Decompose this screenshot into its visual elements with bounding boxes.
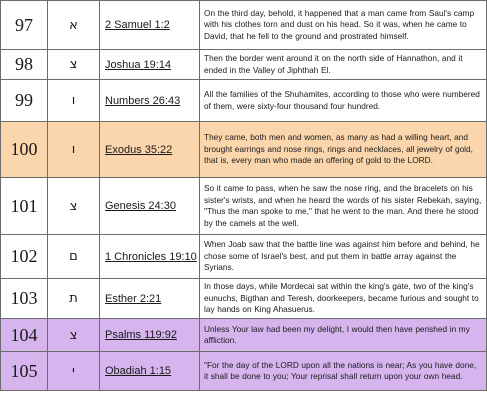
verse-number: 105: [1, 352, 48, 391]
scripture-reference-link[interactable]: Joshua 19:14: [105, 58, 172, 71]
scripture-reference-link[interactable]: Numbers 26:43: [105, 94, 181, 107]
reference-cell: [100, 1, 200, 50]
reference-cell: [100, 178, 200, 235]
scripture-reference-link[interactable]: Exodus 35:22: [105, 143, 173, 156]
reference-cell: [100, 80, 200, 122]
reference-cell: [100, 319, 200, 352]
verse-text: So it came to pass, when he saw the nose ring, and the bracelets on his sister's wrists, and when he heard the words of his sister Rebekah, saying, "Thus the man spoke to me," that he went to the man. And there he stood by the camels at the well.: [200, 178, 487, 235]
verse-text: Then the border went around it on the north side of Hannathon, and it ended in the Valley of Jiphthah El.: [200, 50, 487, 80]
verse-number: 102: [1, 235, 48, 279]
verse-text: In those days, while Mordecai sat within the king's gate, two of the king's eunuchs, Bigthan and Teresh, doorkeepers, became furious and sought to lay hands on King Ahasuerus.: [200, 279, 487, 319]
hebrew-letter: ת: [48, 279, 100, 319]
hebrew-letter: ו: [48, 80, 100, 122]
verse-number: 101: [1, 178, 48, 235]
verse-row: [1, 80, 487, 122]
scripture-reference-link[interactable]: 1 Chronicles 19:10: [105, 250, 197, 263]
verse-row: [1, 50, 487, 80]
verse-text: On the third day, behold, it happened that a man came from Saul's camp with his clothes torn and dust on his head. So it was, when he came to David, that he fell to the ground and prostrated himself.: [200, 1, 487, 50]
reference-cell: [100, 235, 200, 279]
verse-number: 98: [1, 50, 48, 80]
verse-row: [1, 122, 487, 178]
scripture-reference-link[interactable]: Genesis 24:30: [105, 200, 176, 212]
verse-row: [1, 1, 487, 50]
scripture-reference-link[interactable]: Esther 2:21: [105, 292, 162, 305]
reference-cell: [100, 50, 200, 80]
verse-number: 103: [1, 279, 48, 319]
reference-cell: [100, 279, 200, 319]
hebrew-letter: צ: [48, 178, 100, 235]
hebrew-letter: ם: [48, 235, 100, 279]
verse-number: 100: [1, 122, 48, 178]
verse-text: All the families of the Shuhamites, according to those who were numbered of them, were sixty-four thousand four hundred.: [200, 80, 487, 122]
verse-row: [1, 235, 487, 279]
verse-text: "For the day of the LORD upon all the nations is near; As you have done, it shall be done to you; Your reprisal shall return upon your own head.: [200, 352, 487, 391]
hebrew-letter: צ: [48, 50, 100, 80]
verse-number: 104: [1, 319, 48, 352]
verse-text: They came, both men and women, as many as had a willing heart, and brought earrings and nose rings, rings and necklaces, all jewelry of gold, that is, every man who made an offering of gold to the LORD.: [200, 122, 487, 178]
verse-number: 97: [1, 1, 48, 50]
hebrew-letter: י: [48, 352, 100, 391]
hebrew-letter: א: [48, 1, 100, 50]
reference-cell: [100, 352, 200, 391]
verse-row: [1, 279, 487, 319]
hebrew-letter: ו: [48, 122, 100, 178]
verse-text: When Joab saw that the battle line was against him before and behind, he chose some of Israel's best, and put them in battle array against the Syrians.: [200, 235, 487, 279]
verse-row: [1, 178, 487, 235]
verse-text: Unless Your law had been my delight, I would then have perished in my affliction.: [200, 319, 487, 352]
reference-cell: [100, 122, 200, 178]
verse-row: [1, 352, 487, 391]
scripture-reference-link[interactable]: 2 Samuel 1:2: [105, 19, 170, 31]
verse-number: 99: [1, 80, 48, 122]
scripture-reference-link[interactable]: Obadiah 1:15: [105, 365, 172, 377]
hebrew-letter: צ: [48, 319, 100, 352]
scripture-reference-link[interactable]: Psalms 119:92: [105, 329, 177, 341]
verse-row: [1, 319, 487, 352]
verse-table-body: [1, 1, 487, 391]
